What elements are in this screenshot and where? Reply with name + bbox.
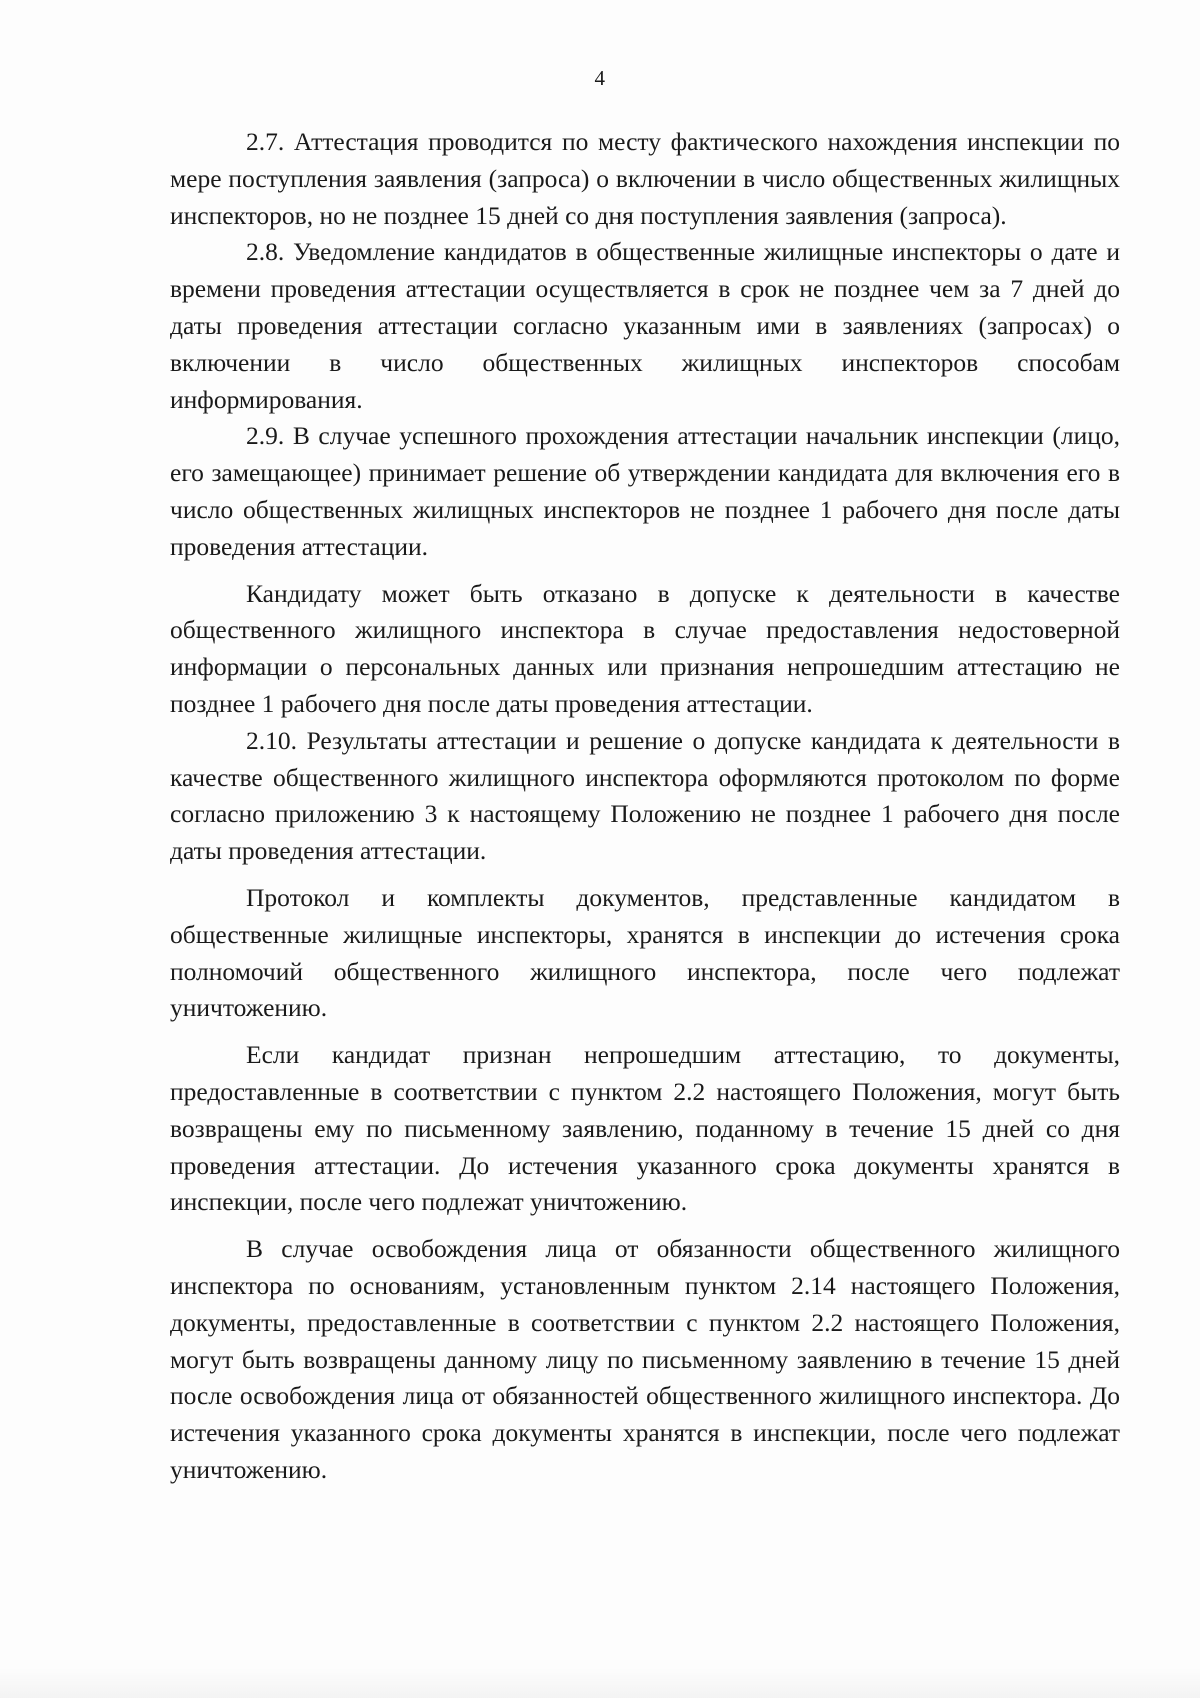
paragraph-failed-attestation: Если кандидат признан непрошедшим аттестацию, то документы, предоставленные в соответствии с пунктом 2.2 настоящего Положения, могут быть возвращены ему по письменному заявлению, поданному в течение 15 дней со дня проведения аттестации. До истечения указанного срока документы хранятся в инспекции, после чего подлежат уничтожению. — [170, 1040, 1120, 1217]
paragraph-2-7: 2.7. Аттестация проводится по месту фактического нахождения инспекции по мере поступления заявления (запроса) о включении в число общественных жилищных инспекторов, но не позднее 15 дней со дня поступления заявления (запроса). — [170, 127, 1120, 230]
scan-edge-shadow — [0, 1668, 1200, 1698]
document-body — [170, 124, 1120, 1489]
paragraph-release: В случае освобождения лица от обязанности общественного жилищного инспектора по основаниям, установленным пунктом 2.14 настоящего Положения, документы, предоставленные в соответствии с пунктом 2.2 настоящего Положения, могут быть возвращены данному лицу по письменному заявлению в течение 15 дней после освобождения лица от обязанностей общественного жилищного инспектора. До истечения указанного срока документы хранятся в инспекции, после чего подлежат уничтожению. — [170, 1234, 1120, 1484]
paragraph-2-8: 2.8. Уведомление кандидатов в общественные жилищные инспекторы о дате и времени проведения аттестации осуществляется в срок не позднее чем за 7 дней до даты проведения аттестации согласно указанным ими в заявлениях (запросах) о включении в число общественных жилищных инспекторов способам информирования. — [170, 237, 1120, 414]
paragraph-refusal: Кандидату может быть отказано в допуске к деятельности в качестве общественного жилищного инспектора в случае предоставления недостоверной информации о персональных данных или признания непрошедшим аттестацию не позднее 1 рабочего дня после даты проведения аттестации. — [170, 578, 1120, 718]
paragraph-2-10: 2.10. Результаты аттестации и решение о допуске кандидата к деятельности в качестве общественного жилищного инспектора оформляются протоколом по форме согласно приложению 3 к настоящему Положению не позднее 1 рабочего дня после даты проведения аттестации. — [170, 725, 1120, 866]
paragraph-protocol: Протокол и комплекты документов, представленные кандидатом в общественные жилищные инспекторы, хранятся в инспекции до истечения срока полномочий общественного жилищного инспектора, после чего подлежат уничтожению. — [170, 882, 1120, 1023]
paragraph-2-9: 2.9. В случае успешного прохождения аттестации начальник инспекции (лицо, его замещающее) принимает решение об утверждении кандидата для включения его в число общественных жилищных инспекторов не позднее 1 рабочего дня после даты проведения аттестации. — [170, 421, 1120, 561]
page-number: 4 — [594, 66, 606, 90]
